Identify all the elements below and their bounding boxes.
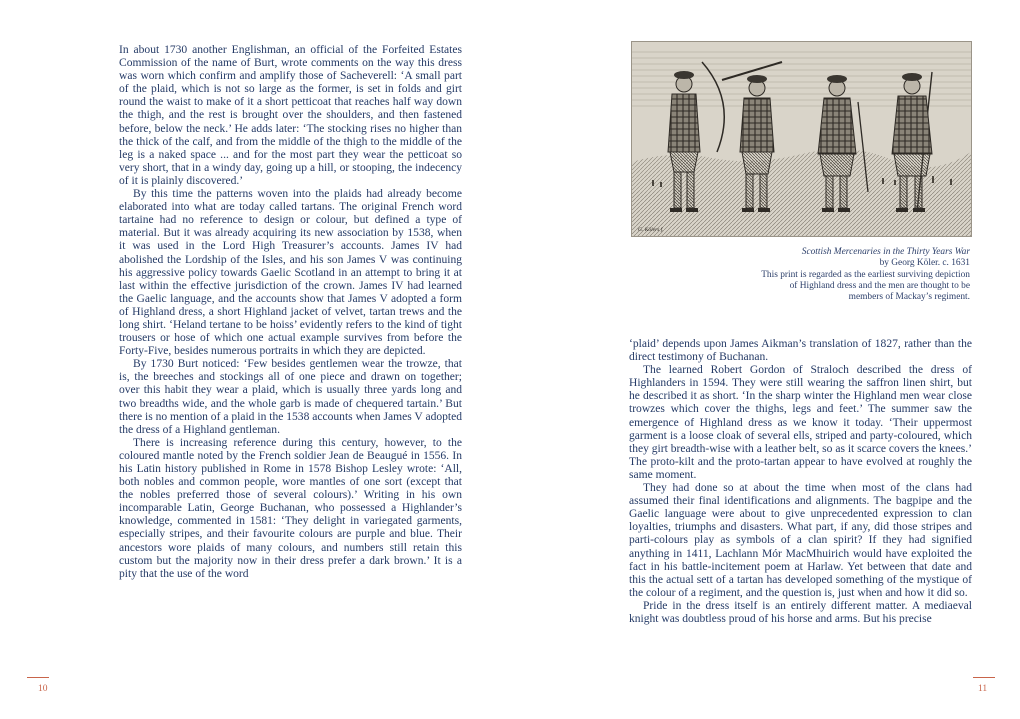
caption-line: This print is regarded as the earliest surviving depiction bbox=[761, 269, 970, 280]
left-text-column bbox=[119, 44, 462, 581]
page-number: 10 bbox=[38, 684, 48, 694]
right-page bbox=[510, 0, 1020, 719]
right-text-column bbox=[629, 338, 972, 626]
paragraph: ‘plaid’ depends upon James Aikman’s translation of 1827, rather than the direct testimony of Buchanan. bbox=[629, 338, 972, 364]
paragraph: In about 1730 another Englishman, an official of the Forfeited Estates Commission of the name of Burt, wrote comments on the way this dress was worn which confirm and amplify those of Sacheverell: ‘A small part of the plaid, which is not so large as the former, is set in folds and girt round the waist to make of it a short petticoat that reaches half way down the thigh, and the rest is brought over the shoulders, and then fastened before, below the neck.’ He adds later: ‘The stocking rises no higher than the thick of the calf, and from the middle of the thigh to the middle of the leg is a naked space ... and for the most part they wear the petticoat so very short, that in a windy day, going up a hill, or stooping, the indecency of it is plainly discovered.’ bbox=[119, 44, 462, 187]
figure-caption bbox=[690, 247, 970, 303]
engraving-illustration bbox=[631, 41, 972, 237]
engraving-signature: G. Kölers f. bbox=[638, 227, 664, 233]
paragraph: Pride in the dress itself is an entirely different matter. A mediaeval knight was doubtless proud of his horse and arms. But his precise bbox=[629, 599, 972, 625]
paragraph: By this time the patterns woven into the plaids had already become elaborated into what are today called tartans. The original French word tartaine had no reference to design or colour, but defined a type of material. But it was already acquiring its new association by 1538, when it was used in the Lord High Treasurer’s accounts. James IV had abolished the Lordship of the Isles, and his son James V was continuing his aggressive policy towards Gaelic Scotland in an attempt to bring it at last within the effective jurisdiction of the crown. James IV had learned the Gaelic language, and the accounts show that James V adopted a form of Highland dress, a short Highland jacket of velvet, tartan trews and the long shirt. ‘Heland tertane to be hoiss’ evidently refers to the kind of tight trousers or hose of which one actual example survives from before the Forty-Five, besides numerous portraits in which they are depicted. bbox=[119, 188, 462, 358]
caption-line: members of Mackay’s regiment. bbox=[848, 292, 970, 303]
paragraph: There is increasing reference during this century, however, to the coloured mantle noted by the French soldier Jean de Beaugué in 1556. In his Latin history published in Rome in 1578 Bishop Lesley wrote: ‘All, both nobles and common people, wore mantles of one sort (except that the nobles preferred those of several colours).’ Writing in his own incomparable Latin, George Buchanan, who possessed a Highlander’s knowledge, commented in 1581: ‘They delight in variegated garments, especially stripes, and their favourite colours are purple and blue. Their ancestors wore plaids of many colours, and numbers still retain this custom but the majority now in their dress prefer a dark brown.’ It is a pity that the use of the word bbox=[119, 436, 462, 580]
caption-credit: by Georg Köler. c. 1631 bbox=[879, 258, 970, 269]
paragraph: By 1730 Burt noticed: ‘Few besides gentlemen wear the trowze, that is, the breeches and stockings all of one piece and drawn on together; over this habit they wear a plaid, which is usually three yards long and two breadths wide, and the whole garb is made of chequered tartain.’ But there is no mention of a plaid in the 1538 accounts when James V adopted the dress of a Highland gentleman. bbox=[119, 358, 462, 436]
page-number: 11 bbox=[978, 684, 988, 694]
paragraph: The learned Robert Gordon of Straloch described the dress of Highlanders in 1594. They were still wearing the saffron linen shirt, but he described it as short. ‘In the sharp winter the Highland men wear close trowzes which cover the thighs, legs and feet.’ The summer saw the emergence of Highland dress as we know it today. ‘Their uppermost garment is a loose cloak of several ells, striped and party-coloured, which they girt breadth-wise with a leather belt, so as it scarce covers the knees.’ The proto-kilt and the proto-tartan appear to have evolved at roughly the same moment. bbox=[629, 364, 972, 481]
folio-rule bbox=[27, 677, 49, 678]
folio-rule bbox=[973, 677, 995, 678]
caption-title: Scottish Mercenaries in the Thirty Years War bbox=[801, 247, 970, 257]
engraving-image bbox=[632, 42, 971, 236]
caption-line: of Highland dress and the men are thought to be bbox=[789, 280, 970, 291]
paragraph: They had done so at about the time when most of the clans had assumed their final identifications and alignments. The bagpipe and the Gaelic language were about to give unprecedented expression to clan loyalties, triumphs and disasters. What part, if any, did those stripes and parti-colours play as symbols of a clan spirit? If they had signified anything in 1411, Lachlann Mór MacMhuirich would have exploited the fact in his battle-incitement poem at Harlaw. Yet between that date and this the actual sett of a tartan has developed something of the mystique of the colour of a regiment, and the question is, just when and how it did so. bbox=[629, 482, 972, 599]
